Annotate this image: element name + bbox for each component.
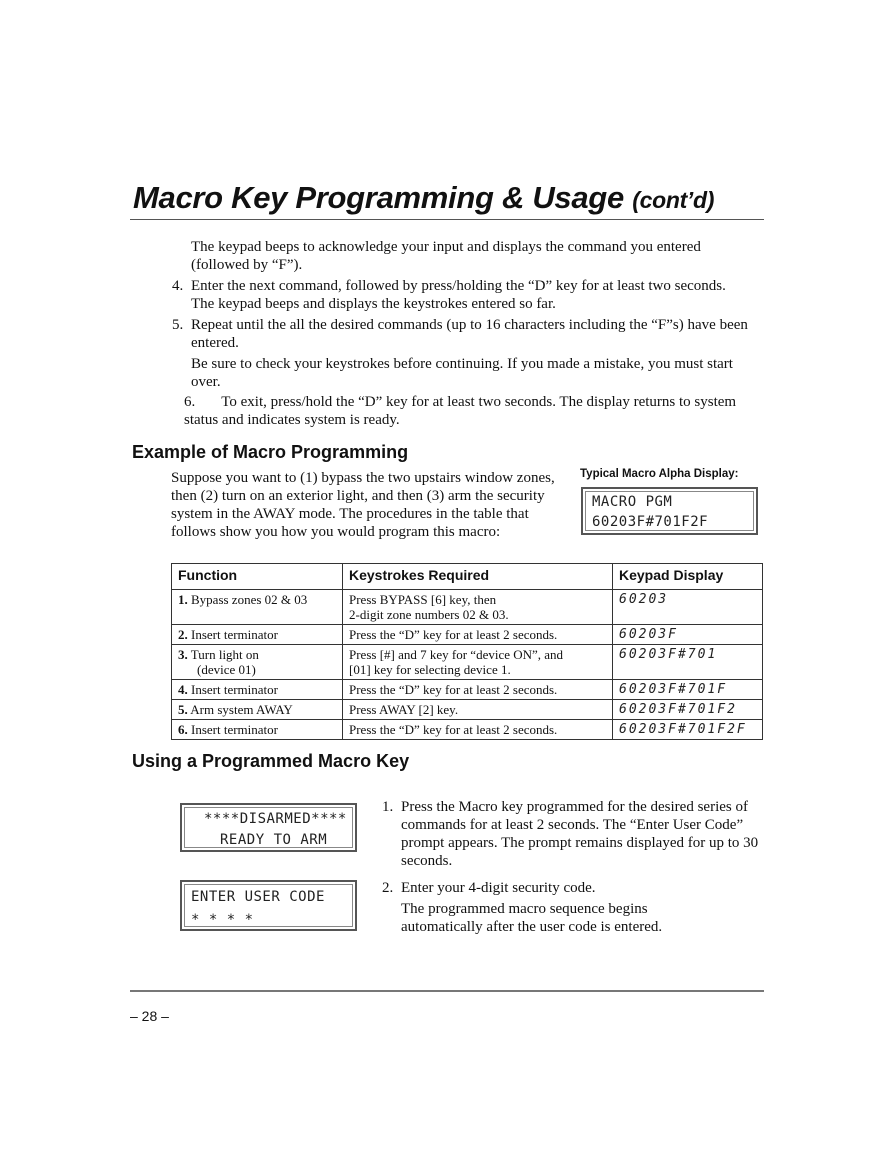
row-function: Turn light on (190, 647, 259, 662)
row-function: Insert terminator (191, 627, 278, 642)
using-heading: Using a Programmed Macro Key (132, 751, 410, 771)
mistake-note: Be sure to check your keystrokes before continuing. If you made a mistake, you must start over. (191, 356, 733, 390)
header-keypad-display: Keypad Display (613, 564, 763, 590)
row-function: Insert terminator (191, 722, 278, 737)
page-title-main: Macro Key Programming & Usage (133, 180, 624, 215)
page-number: – 28 – (130, 1008, 169, 1024)
using-step-2-text: Enter your 4-digit security code. (401, 880, 596, 896)
step-5 (172, 316, 762, 352)
table-row (172, 625, 763, 645)
header-function: Function (172, 564, 343, 590)
bottom-rule (130, 990, 764, 992)
disarmed-display (180, 803, 357, 852)
row-display: 60203F#701F2F (613, 720, 763, 740)
macro-display-line1: MACRO PGM (592, 494, 673, 510)
step-4-text: Enter the next command, followed by press/holding the “D” key for at least two seconds. The keypad beeps and displays the keystrokes entered so far. (191, 278, 726, 312)
row-function: Bypass zones 02 & 03 (191, 592, 308, 607)
row-function: Insert terminator (191, 682, 278, 697)
table-row (172, 590, 763, 625)
step-4-number: 4. (172, 278, 184, 294)
row-display: 60203F#701 (613, 645, 763, 680)
page-title-cont: (cont’d) (632, 187, 715, 213)
page-title (133, 180, 714, 216)
example-heading: Example of Macro Programming (132, 442, 409, 462)
step-4 (172, 277, 762, 313)
row-keystrokes-2: [01] key for selecting device 1. (349, 662, 511, 677)
row-keystrokes: Press BYPASS [6] key, then (349, 592, 497, 607)
step-6-text: To exit, press/hold the “D” key for at least two seconds. The display returns to system status and indicates system is ready. (184, 394, 737, 428)
intro-paragraph: The keypad beeps to acknowledge your input and displays the command you entered (followed by “F”). (191, 239, 701, 273)
enter-code-display-line1: ENTER USER CODE (191, 889, 325, 905)
row-display: 60203F#701F2 (613, 700, 763, 720)
row-keystrokes: Press AWAY [2] key. (349, 702, 459, 717)
row-number: 6. (178, 722, 188, 737)
table-header-row (172, 564, 763, 590)
enter-code-display (180, 880, 357, 931)
row-display: 60203F (613, 625, 763, 645)
display-caption: Typical Macro Alpha Display: (580, 468, 739, 480)
row-display: 60203F#701F (613, 680, 763, 700)
using-step-1-number: 1. (382, 799, 394, 815)
table-row (172, 680, 763, 700)
row-display: 60203 (613, 590, 763, 625)
title-rule (130, 219, 764, 220)
using-step-1-text: Press the Macro key programmed for the desired series of commands for at least 2 seconds. The “Enter User Code” prompt appears. The prompt remains displayed for up to 30 seconds. (401, 799, 759, 869)
using-step-2-number: 2. (382, 880, 394, 896)
row-keystrokes: Press the “D” key for at least 2 seconds. (349, 682, 558, 697)
table-row (172, 645, 763, 680)
step-5-number: 5. (172, 317, 184, 333)
row-keystrokes: Press [#] and 7 key for “device ON”, and (349, 647, 564, 662)
row-keystrokes: Press the “D” key for at least 2 seconds. (349, 722, 558, 737)
row-number: 1. (178, 592, 188, 607)
row-number: 4. (178, 682, 188, 697)
row-keystrokes-2: 2-digit zone numbers 02 & 03. (349, 607, 509, 622)
using-step-2 (382, 879, 767, 897)
step-6-number: 6. (184, 394, 196, 410)
row-number: 3. (178, 647, 188, 662)
disarmed-display-line2: READY TO ARM (220, 832, 328, 848)
row-number: 5. (178, 702, 188, 717)
macro-programming-table (171, 563, 763, 740)
table-row (172, 720, 763, 740)
row-function: Arm system AWAY (190, 702, 293, 717)
step-6 (184, 393, 754, 429)
step-5-text: Repeat until the all the desired commands (up to 16 characters including the “F”s) have been entered. (191, 317, 748, 351)
table-row (172, 700, 763, 720)
header-keystrokes: Keystrokes Required (343, 564, 613, 590)
macro-alpha-display (581, 487, 758, 535)
row-function-2: (device 01) (197, 662, 256, 677)
row-number: 2. (178, 627, 188, 642)
using-step-1 (382, 798, 767, 870)
example-paragraph: Suppose you want to (1) bypass the two upstairs window zones, then (2) turn on an exterior light, and then (3) arm the security system in the AWAY mode. The procedures in the table that follows show you how you would program this macro: (171, 470, 555, 540)
disarmed-display-line1: ****DISARMED**** (204, 811, 347, 827)
enter-code-display-line2: * * * * (191, 912, 254, 928)
row-keystrokes: Press the “D” key for at least 2 seconds. (349, 627, 558, 642)
using-step-2-note: The programmed macro sequence begins automatically after the user code is entered. (401, 901, 663, 935)
macro-display-line2: 60203F#701F2F (592, 514, 709, 530)
